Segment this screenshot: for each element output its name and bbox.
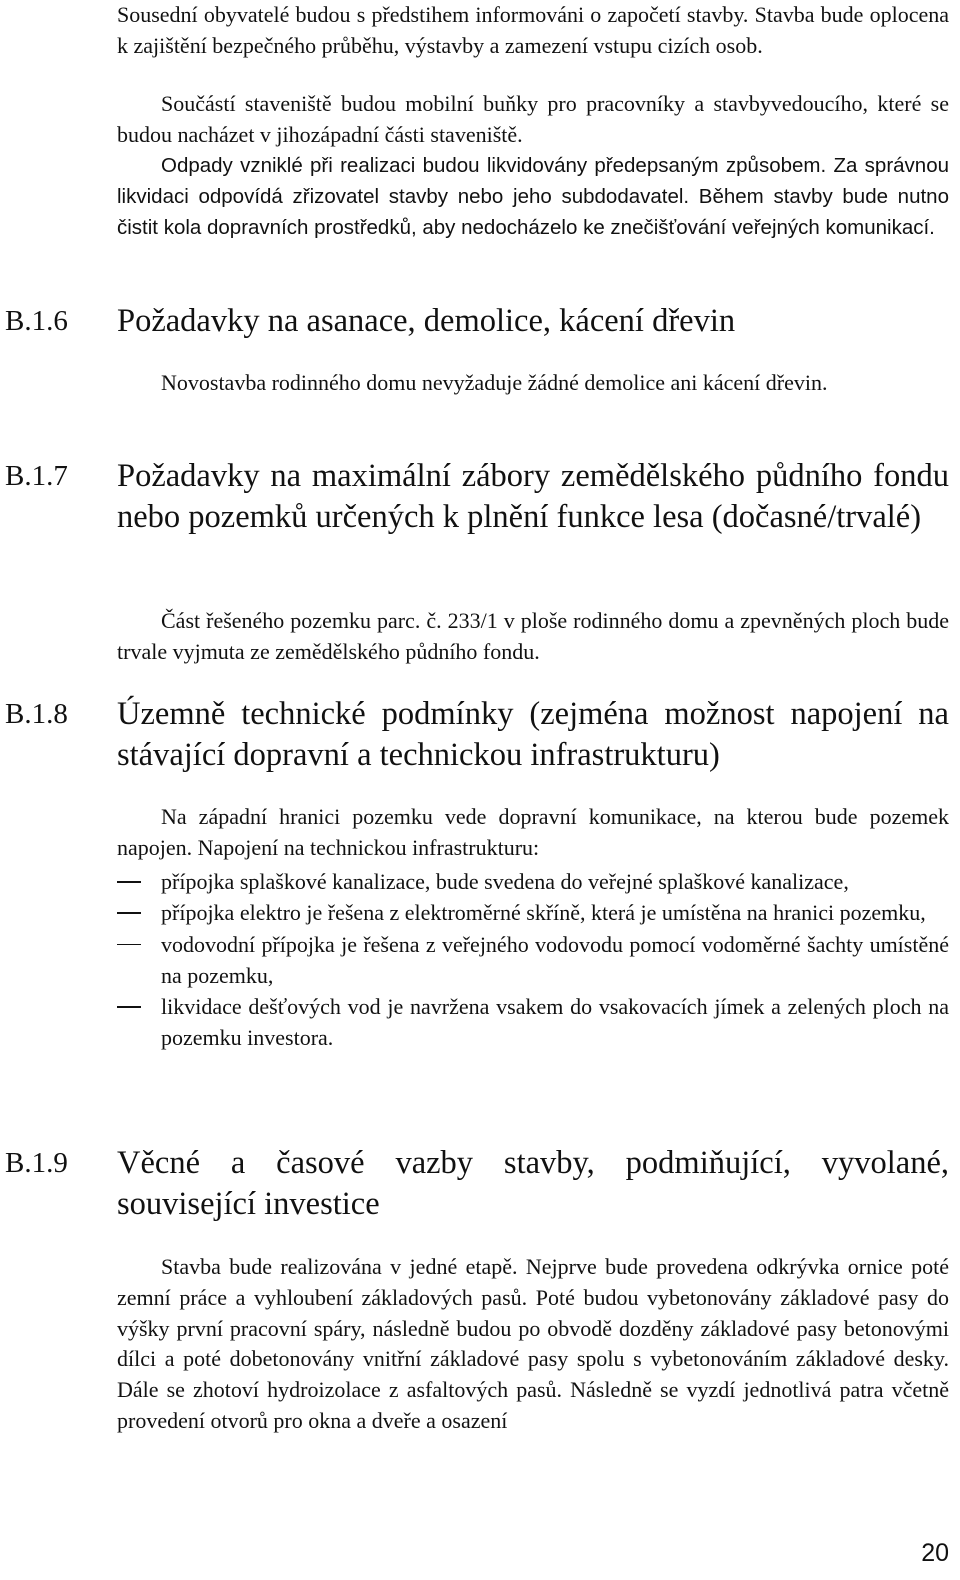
list-item: likvidace dešťových vod je navržena vsakem do vsakovacích jímek a zelených ploch na pozemku investora. <box>161 994 949 1051</box>
section-b16-title: Požadavky na asanace, demolice, kácení dřevin <box>117 303 736 339</box>
list-item: přípojka elektro je řešena z elektroměrné skříně, která je umístěna na hranici pozemku, <box>161 900 926 926</box>
list-item: vodovodní přípojka je řešena z veřejného vodovodu pomocí vodoměrné šachty umístěné na pozemku, <box>161 931 949 988</box>
section-b18-title: Územně technické podmínky (zejména možnost napojení na stávající dopravní a technickou infrastrukturu) <box>117 696 949 773</box>
section-b17-body: Část řešeného pozemku parc. č. 233/1 v ploše rodinného domu a zpevněných ploch bude trvale vyjmuta ze zemědělského půdního fondu. <box>117 608 949 664</box>
section-b18-body: Na západní hranici pozemku vede dopravní komunikace, na kterou bude pozemek napojen. Napojení na technickou infrastrukturu: <box>117 804 949 860</box>
section-number: B.1.7 <box>5 460 68 492</box>
section-number: B.1.9 <box>5 1147 68 1179</box>
section-b19-body: Stavba bude realizována v jedné etapě. Nejprve bude provedena odkrývka ornice poté zemní práce a vyhloubení základových pasů. Poté budou vybetonovány základové pasy do výšky první pracovní spáry, následně budou po obvodě dozděny základové pasy betonovými dílci a poté dobetonovány vnitřní základové pasy spolu s vybetonováním základové desky. Dále se zhotoví hydroizolace z asfaltových pasů. Následně se vyzdí jednotlivá patra včetně provedení otvorů pro okna a dveře a osazení <box>117 1254 949 1433</box>
page-number: 20 <box>921 1539 949 1567</box>
infrastructure-list <box>117 866 949 1054</box>
section-b19-title: Věcné a časové vazby stavby, podmiňující, vyvolané, související investice <box>117 1145 949 1222</box>
intro-paragraph-3: Odpady vzniklé při realizaci budou likvidovány předepsaným způsobem. Za správnou likvidaci odpovídá zřizovatel stavby nebo jeho subdodavatel. Během stavby bude nutno čistit kola dopravních prostředků, aby nedocházelo ke znečišťování veřejných komunikací. <box>117 154 949 239</box>
list-item: přípojka splaškové kanalizace, bude svedena do veřejné splaškové kanalizace, <box>161 869 849 894</box>
section-b16-body: Novostavba rodinného domu nevyžaduje žádné demolice ani kácení dřevin. <box>161 370 828 395</box>
section-b17-title: Požadavky na maximální zábory zemědělského půdního fondu nebo pozemků určených k plnění funkce lesa (dočasné/trvalé) <box>117 458 949 535</box>
intro-paragraph-2: Součástí staveniště budou mobilní buňky pro pracovníky a stavbyvedoucího, které se budou nacházet v jihozápadní části staveniště. <box>117 91 949 147</box>
section-number: B.1.8 <box>5 698 68 730</box>
intro-paragraph-1: Sousední obyvatelé budou s předstihem informováni o započetí stavby. Stavba bude oplocena k zajištění bezpečného průběhu, výstavby a zamezení vstupu cizích osob. <box>117 2 949 58</box>
section-number: B.1.6 <box>5 305 68 337</box>
